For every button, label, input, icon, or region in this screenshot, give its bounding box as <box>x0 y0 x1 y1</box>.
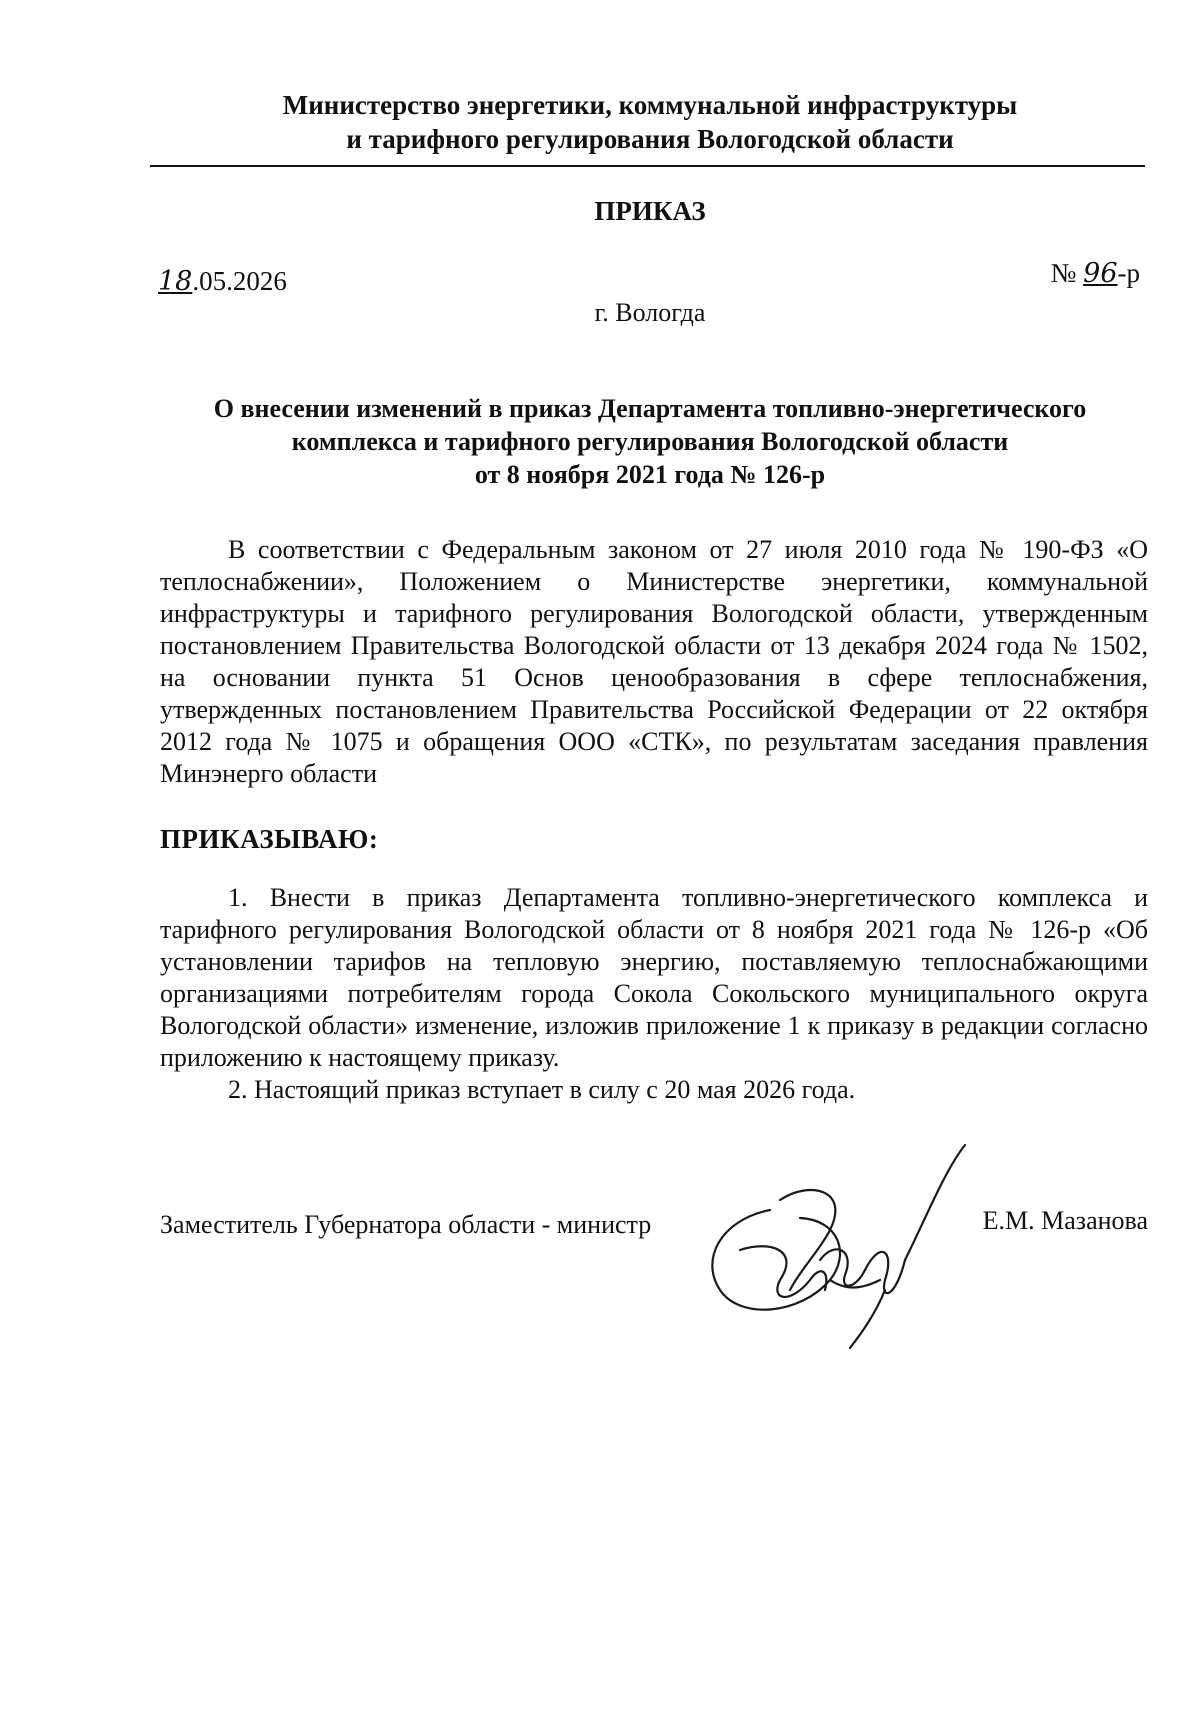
order-number <box>1051 258 1140 289</box>
ministry-header-line2: и тарифного регулирования Вологодской области <box>346 124 954 154</box>
order-item-2: 2. Настоящий приказ вступает в силу с 20 мая 2026 года. <box>228 1075 856 1104</box>
order-item-1: 1. Внести в приказ Департамента топливно-энергетического комплекса и тарифного регулирования Вологодской области от 8 ноября 2021 года № 126-р «Об установлении тарифов на тепловую энергию, поставляемую теплоснабжающими организациями потребителям города Сокола Сокольского муниципального округа Вологодской области» изменение, изложив приложение 1 к приказу в редакции согласно приложению к настоящему приказу. <box>160 883 1148 1072</box>
order-city: г. Вологда <box>594 298 706 327</box>
order-date-rest: .05.2026 <box>192 266 287 296</box>
order-number-value: 96 <box>1083 258 1118 289</box>
order-subject <box>170 392 1130 491</box>
order-number-suffix: -р <box>1117 258 1140 288</box>
order-date <box>158 266 287 297</box>
header-divider <box>150 165 1145 167</box>
order-items <box>160 882 1148 1106</box>
decree-word: ПРИКАЗЫВАЮ: <box>160 824 379 854</box>
order-title: ПРИКАЗ <box>594 196 706 226</box>
order-number-prefix: № <box>1050 258 1077 288</box>
handwritten-signature <box>680 1140 970 1350</box>
subject-line1: О внесении изменений в приказ Департамента топливно-энергетического <box>213 394 1087 423</box>
subject-line2: комплекса и тарифного регулирования Вологодской области <box>291 427 1009 456</box>
signatory-position: Заместитель Губернатора области - министр <box>160 1210 652 1239</box>
signatory-name: Е.М. Мазанова <box>982 1206 1148 1235</box>
subject-line3: от 8 ноября 2021 года № 126-р <box>474 460 826 489</box>
preamble <box>160 534 1148 790</box>
order-date-day: 18 <box>158 266 193 297</box>
ministry-header-line1: Министерство энергетики, коммунальной инфраструктуры <box>282 90 1018 120</box>
preamble-text: В соответствии с Федеральным законом от 27 июля 2010 года № 190-ФЗ «О теплоснабжении», Положением о Министерстве энергетики, коммунальной инфраструктуры и тарифного регулирования Вологодской области, утвержденным постановлением Правительства Вологодской области от 13 декабря 2024 года № 1502, на основании пункта 51 Основ ценообразования в сфере теплоснабжения, утвержденных постановлением Правительства Российской Федерации от 22 октября 2012 года № 1075 и обращения ООО «СТК», по результатам заседания правления Минэнерго области <box>160 535 1148 788</box>
